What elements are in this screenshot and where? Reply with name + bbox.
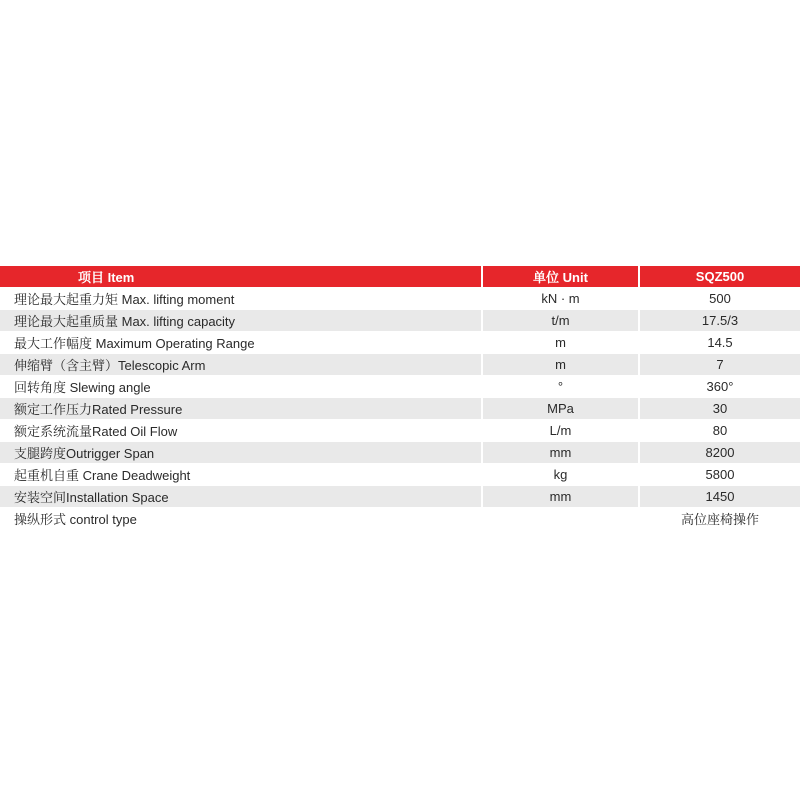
header-item: 项目 Item (0, 266, 481, 287)
row-item: 安装空间Installation Space (0, 486, 481, 507)
row-value: 7 (640, 354, 800, 375)
table-row (0, 354, 800, 376)
row-unit: kg (483, 464, 638, 485)
row-unit: kN · m (483, 288, 638, 309)
row-item: 理论最大起重质量 Max. lifting capacity (0, 310, 481, 331)
row-unit: mm (483, 486, 638, 507)
table-row (0, 398, 800, 420)
row-unit: L/m (483, 420, 638, 441)
table-row (0, 288, 800, 310)
row-item: 操纵形式 control type (0, 508, 481, 529)
row-item: 理论最大起重力矩 Max. lifting moment (0, 288, 481, 309)
row-value: 5800 (640, 464, 800, 485)
row-item: 回转角度 Slewing angle (0, 376, 481, 397)
row-unit: m (483, 354, 638, 375)
row-item: 额定系统流量Rated Oil Flow (0, 420, 481, 441)
row-value: 80 (640, 420, 800, 441)
row-unit: mm (483, 442, 638, 463)
row-value: 14.5 (640, 332, 800, 353)
table-row (0, 442, 800, 464)
row-unit: ° (483, 376, 638, 397)
row-value: 360° (640, 376, 800, 397)
row-item: 最大工作幅度 Maximum Operating Range (0, 332, 481, 353)
table-row (0, 486, 800, 508)
row-item: 额定工作压力Rated Pressure (0, 398, 481, 419)
row-item: 伸缩臂（含主臂）Telescopic Arm (0, 354, 481, 375)
table-row (0, 376, 800, 398)
row-value: 30 (640, 398, 800, 419)
row-value: 高位座椅操作 (640, 508, 800, 529)
table-row (0, 508, 800, 530)
row-value: 1450 (640, 486, 800, 507)
table-row (0, 332, 800, 354)
row-value: 17.5/3 (640, 310, 800, 331)
table-row (0, 420, 800, 442)
header-model: SQZ500 (640, 266, 800, 287)
table-header-row (0, 266, 800, 288)
row-value: 8200 (640, 442, 800, 463)
table-row (0, 310, 800, 332)
row-unit: t/m (483, 310, 638, 331)
row-unit: m (483, 332, 638, 353)
row-value: 500 (640, 288, 800, 309)
row-unit (483, 508, 638, 529)
row-item: 起重机自重 Crane Deadweight (0, 464, 481, 485)
spec-table (0, 266, 800, 530)
row-unit: MPa (483, 398, 638, 419)
table-row (0, 464, 800, 486)
header-unit: 单位 Unit (483, 266, 638, 287)
row-item: 支腿跨度Outrigger Span (0, 442, 481, 463)
